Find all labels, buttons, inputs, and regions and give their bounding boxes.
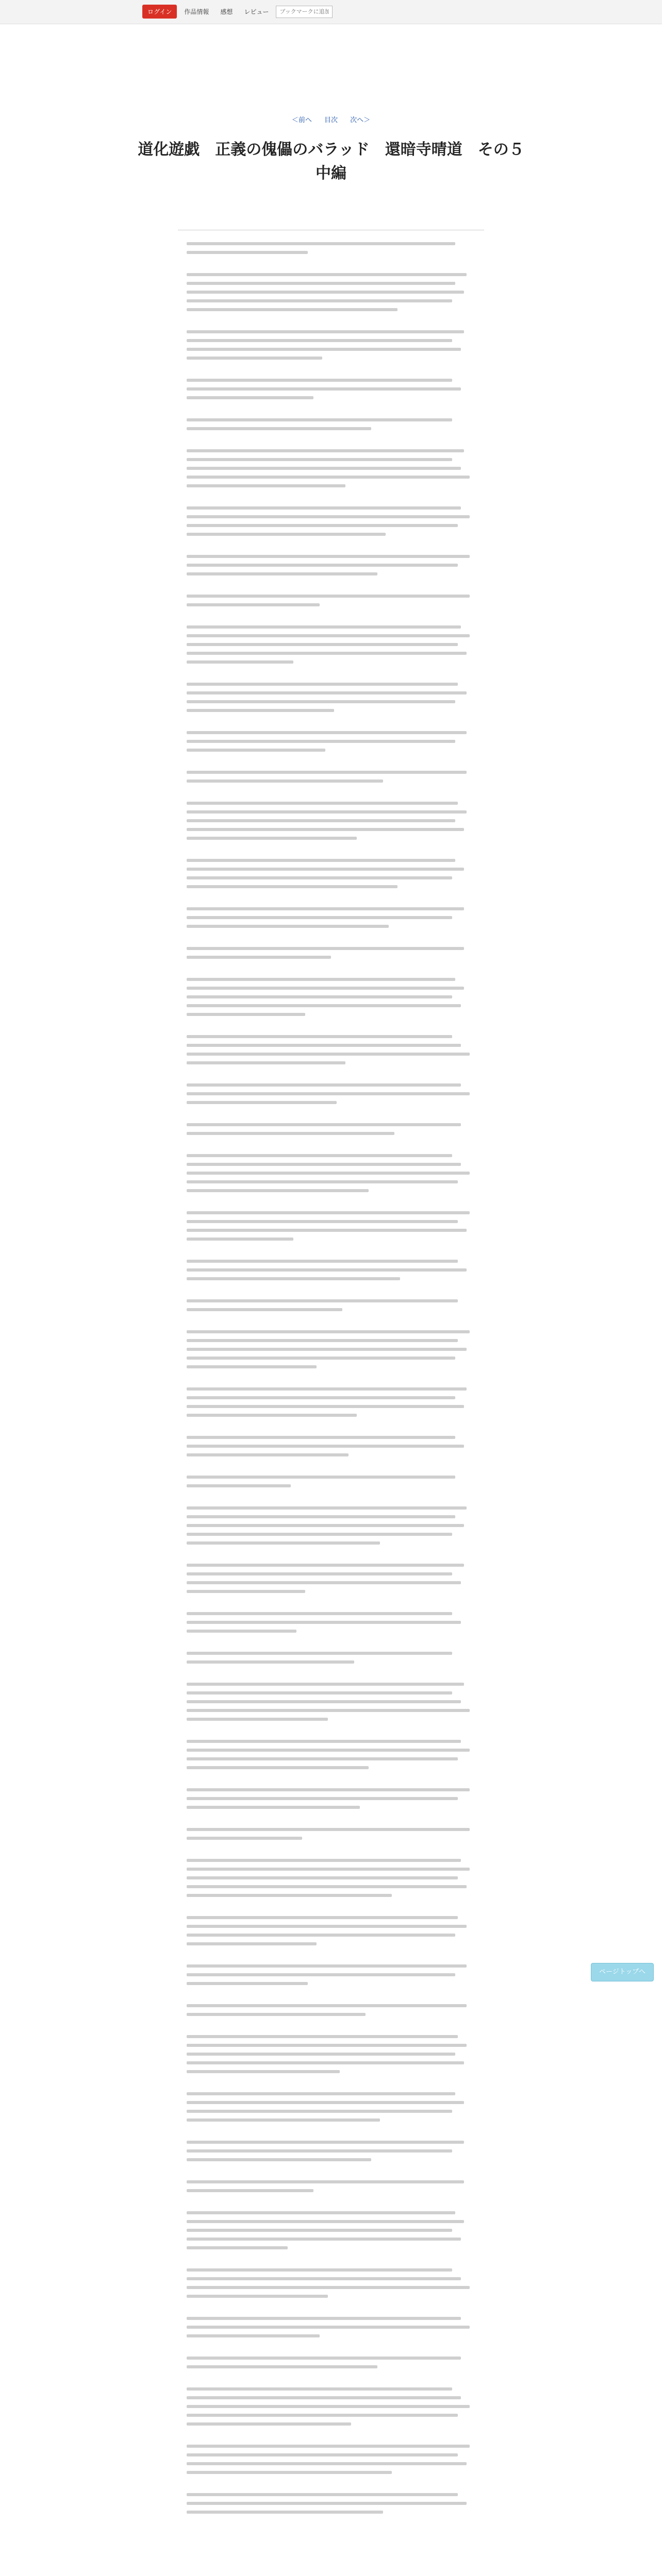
body-text-line [187,1396,455,1399]
body-text-line [187,1348,467,1351]
body-text-line [187,1524,464,1527]
body-text-line [187,2471,392,2474]
body-text-line [187,2189,313,2192]
body-text-line [187,885,398,888]
body-text-line [187,709,334,712]
body-text-line [187,749,325,752]
body-text-line [187,1339,458,1342]
top-navigation-bar [0,0,662,24]
body-text-line [187,2044,467,2047]
body-text-line [187,555,470,558]
body-text-line [187,1330,470,1333]
body-text-line [187,603,320,606]
body-text-line [187,2211,455,2214]
body-text-line [187,1163,461,1166]
body-text-line [187,947,464,950]
body-text-line [187,1211,470,1214]
body-text-line [187,2238,461,2241]
page-top-button[interactable]: ページトップへ [591,1963,654,1981]
body-text-line [187,2462,467,2465]
body-text-line [187,1436,455,1439]
body-text-line [187,2502,467,2505]
index-link[interactable]: 目次 [324,116,338,124]
body-text-line [187,1132,394,1135]
body-text-line [187,987,464,990]
body-text-line [187,1916,458,1919]
body-text-line [187,837,357,840]
body-text-line [187,1476,455,1479]
body-text-line [187,1515,455,1518]
body-text-line [187,1868,470,1871]
body-text-line [187,418,452,421]
login-button[interactable]: ログイン [142,5,177,19]
body-text-line [187,1453,349,1456]
body-text-line [187,1414,357,1417]
body-text-line [187,1652,452,1655]
body-text-line [187,1749,470,1752]
body-text-line [187,2229,452,2232]
body-text-line [187,1942,317,1945]
body-text-line [187,2295,328,2298]
body-text-line [187,449,464,452]
body-text-line [187,907,464,910]
body-text-line [187,1220,458,1223]
body-text-line [187,1757,458,1760]
body-text-line [187,1180,458,1183]
body-text-line [187,2286,470,2289]
body-text-line [187,2119,380,2122]
body-text-line [187,2357,461,2360]
prev-link[interactable]: ＜前へ [291,116,312,124]
body-text-line [187,282,455,285]
body-text-line [187,564,458,567]
body-text-line [187,1683,464,1686]
nav-item-reviews[interactable]: レビュー [244,8,269,15]
body-text-line [187,1572,452,1575]
body-text-line [187,1083,461,1087]
body-text-line [187,625,461,629]
body-text-line [187,1533,452,1536]
body-text-line [187,1709,470,1712]
body-text-line [187,2493,458,2496]
body-text-line [187,2326,470,2329]
body-text-line [187,2141,464,2144]
body-text-line [187,396,313,399]
body-text-line [187,956,331,959]
body-text-line [187,2317,461,2320]
body-text-line [187,2149,452,2153]
body-text-line [187,1101,337,1104]
body-text-line [187,2414,458,2417]
body-text-line [187,339,452,342]
body-text-line [187,2004,467,2007]
body-text-line [187,291,464,294]
body-text-line [187,1035,452,1038]
body-text-line [187,1053,470,1056]
body-text-line [187,1925,467,1928]
body-text-line [187,1229,467,1232]
body-text-line [187,2061,464,2064]
body-text-line [187,700,455,703]
body-text-line [187,2110,452,2113]
body-text-line [187,1788,470,1791]
body-text-line [187,1581,461,1584]
body-text-line [187,330,464,333]
body-text-line [187,1740,461,1743]
body-text-line [187,2268,452,2272]
episode-title: 道化遊戯 正義の傀儡のバラッド 還暗寺晴道 その５ 中編 [138,141,540,182]
body-text-line [187,740,455,743]
body-text-line [187,1700,461,1703]
body-text-line [187,533,386,536]
body-text-line [187,828,464,831]
bookmark-search-input[interactable] [276,6,333,18]
body-text-line [187,1982,308,1985]
body-text-line [187,1299,458,1302]
body-text-line [187,868,464,871]
body-text-line [187,242,455,245]
body-text-line [187,1564,464,1567]
body-text-line [187,1506,467,1510]
body-text-line [187,1365,317,1368]
body-text-line [187,660,293,664]
body-text-line [187,458,452,461]
body-text-line [187,1797,458,1800]
body-text-line [187,1973,455,1976]
body-text-line [187,2092,455,2095]
nav-item-works[interactable]: 作品情報 [184,8,209,15]
body-text-line [187,1630,296,1633]
body-text-line [187,1766,369,1769]
body-text-line [187,876,452,879]
body-text-line [187,634,470,637]
body-text-line [187,1876,458,1879]
body-text-line [187,357,322,360]
body-text-line [187,1964,467,1968]
body-text-line [187,1405,464,1408]
body-text-line [187,2422,351,2426]
body-text-line [187,1828,470,1831]
body-text-line [187,524,458,527]
body-text-line [187,2035,458,2038]
body-text-line [187,1061,345,1064]
body-text-line [187,476,470,479]
body-text-line [187,819,455,822]
body-text-line [187,1859,461,1862]
body-text-line [187,427,371,430]
body-text-line [187,484,345,487]
body-text-line [187,2277,461,2280]
body-text-line [187,2387,452,2391]
body-text-line [187,1092,470,1095]
body-text-line [187,1189,369,1192]
body-text-line [187,379,452,382]
body-text-line [187,1387,467,1391]
body-text-line [187,810,467,814]
body-text-line [187,2365,377,2368]
body-text-line [187,1718,328,1721]
body-text-line [187,506,461,510]
body-text-line [187,467,461,470]
body-text-line [187,1268,467,1272]
pager-top [0,114,662,124]
body-text-line [187,2334,320,2337]
body-text-line [187,1590,305,1593]
body-text-line [187,1123,461,1126]
body-text-line [187,691,467,694]
nav-item-impressions[interactable]: 感想 [220,8,233,15]
body-text-line [187,251,308,254]
body-text-line [187,2101,464,2104]
body-text-line [187,1660,354,1664]
body-text-line [187,1541,380,1545]
body-text-line [187,1894,392,1897]
body-text-line [187,916,452,919]
body-text-line [187,1154,452,1157]
body-text-line [187,2396,461,2399]
body-text-line [187,1445,464,1448]
body-text-line [187,2246,288,2249]
body-text-line [187,1044,461,1047]
body-text-line [187,273,467,276]
body-text-line [187,643,458,646]
body-text-line [187,2220,464,2223]
body-text-line [187,731,467,734]
body-text-line [187,925,389,928]
body-text-line [187,387,461,391]
body-text-line [187,1691,452,1694]
body-text-line [187,515,470,518]
body-text-line [187,779,383,783]
body-text-line [187,802,458,805]
body-text-line [187,2013,366,2016]
body-text-line [187,859,455,862]
body-text-line [187,1172,470,1175]
body-text-line [187,572,377,575]
body-text-line [187,2405,470,2408]
body-text-line [187,1308,342,1311]
body-text-line [187,308,398,311]
body-text-line [187,1806,360,1809]
body-text-line [187,1357,455,1360]
body-text-line [187,1612,452,1615]
body-text-line [187,1837,302,1840]
body-text-line [187,2453,458,2456]
body-text-line [187,1484,291,1487]
body-text-line [187,2180,464,2183]
body-text-line [187,2445,470,2448]
body-text-line [187,1260,458,1263]
body-text-line [187,2511,383,2514]
body-text-line [187,1277,400,1280]
body-text-line [187,995,452,998]
body-text-line [187,683,458,686]
body-text-line [187,1934,455,1937]
body-text-line [187,2053,455,2056]
body-text-line [187,1004,461,1007]
body-text-line [187,1885,467,1888]
body-text-line [187,348,461,351]
body-text-line [187,652,467,655]
body-text-line [187,299,452,302]
next-link[interactable]: 次へ＞ [350,116,371,124]
body-text-line [187,1238,293,1241]
body-text-line [187,1621,461,1624]
body-text-line [187,771,467,774]
body-text-line [187,1013,305,1016]
body-text-line [187,978,455,981]
body-text-line [187,2158,371,2161]
body-text-line [187,2070,340,2073]
body-text-line [187,595,470,598]
